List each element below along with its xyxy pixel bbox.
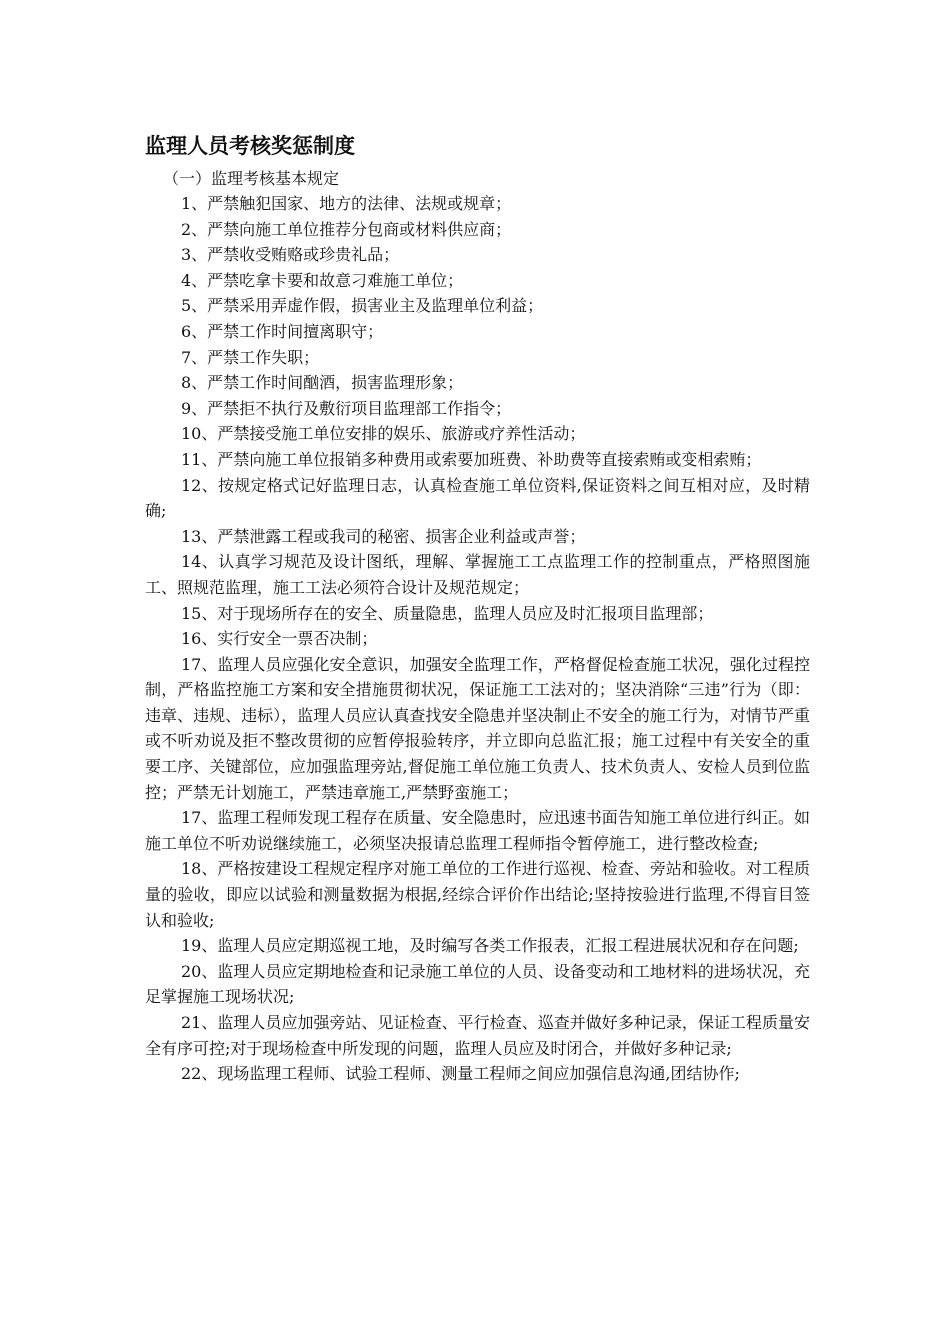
rule-item: 6、严禁工作时间擅离职守； [181,321,384,341]
rule-item: 20、监理人员应定期地检查和记录施工单位的人员、设备变动和工地材料的进场状况，充足掌握施工现场状况; [145,961,810,1007]
document-title: 监理人员考核奖惩制度 [145,134,355,158]
rule-item: 16、实行安全一票否决制； [181,629,378,649]
rule-item: 11、严禁向施工单位报销多种费用或索要加班费、补助费等直接索贿或变相索贿； [181,449,762,469]
rule-item: 7、严禁工作失职； [181,347,320,367]
rule-item: 14、认真学习规范及设计图纸，理解、掌握施工工点监理工作的控制重点，严格照图施工、照规范监理，施工工法必须符合设计及规范规定； [145,552,810,597]
rule-item: 12、按规定格式记好监理日志，认真检查施工单位资料,保证资料之间互相对应，及时精确; [145,475,810,521]
rule-item: 21、监理人员应加强旁站、见证检查、平行检查、巡查并做好多种记录，保证工程质量安全有序可控;对于现场检查中所发现的问题，监理人员应及时闭合，并做好多种记录; [145,1013,810,1058]
rule-item: 8、严禁工作时间酗酒，损害监理形象； [181,373,464,393]
rule-item: 5、严禁采用弄虚作假，损害业主及监理单位利益； [181,296,544,316]
rule-item: 3、严禁收受贿赂或珍贵礼品； [181,245,400,265]
rule-item: 1、严禁触犯国家、地方的法律、法规或规章； [181,194,512,213]
rule-item: 13、严禁泄露工程或我司的秘密、损害企业利益或声誉； [181,526,586,546]
rule-item: 19、监理人员应定期巡视工地，及时编写各类工作报表，汇报工程进展状况和存在问题; [181,936,799,956]
rule-item: 17、监理工程师发现工程存在质量、安全隐患时，应迅速书面告知施工单位进行纠正。如施工单位不听劝说继续施工，必须坚决报请总监理工程师指令暂停施工，进行整改检查; [145,808,810,853]
section-heading: （一）监理考核基本规定 [163,169,340,188]
rule-item: 2、严禁向施工单位推荐分包商或材料供应商； [181,219,512,239]
rule-item: 4、严禁吃拿卡要和故意刁难施工单位； [181,270,464,290]
rule-item: 17、监理人员应强化安全意识，加强安全监理工作，严格督促检查施工状况，强化过程控制，严格监控施工方案和安全措施贯彻状况，保证施工工法对的；坚决消除“三违”行为（即：违章、违规、违标），监理人员应认真查找安全隐患并坚决制止不安全的施工行为，对情节严重或不听劝说及拒不整改贯彻的应暂停报验转序，并立即向总监汇报；施工过程中有关安全的重要工序、关键部位，应加强监理旁站,督促施工单位施工负责人、技术负责人、安检人员到位监控；严禁无计划施工，严禁违章施工,严禁野蛮施工； [145,654,810,802]
rule-item: 18、严格按建设工程规定程序对施工单位的工作进行巡视、检查、旁站和验收。对工程质量的验收，即应以试验和测量数据为根据,经综合评价作出结论;坚持按验进行监理,不得盲目签认和验收; [145,859,810,930]
document-body [145,128,810,1087]
rule-item: 9、严禁拒不执行及敷衍项目监理部工作指令； [181,398,512,418]
rule-item: 10、严禁接受施工单位安排的娱乐、旅游或疗养性活动； [181,424,586,444]
rule-item: 22、现场监理工程师、试验工程师、测量工程师之间应加强信息沟通,团结协作; [181,1064,740,1084]
rule-item: 15、对于现场所存在的安全、质量隐患，监理人员应及时汇报项目监理部； [181,603,714,623]
